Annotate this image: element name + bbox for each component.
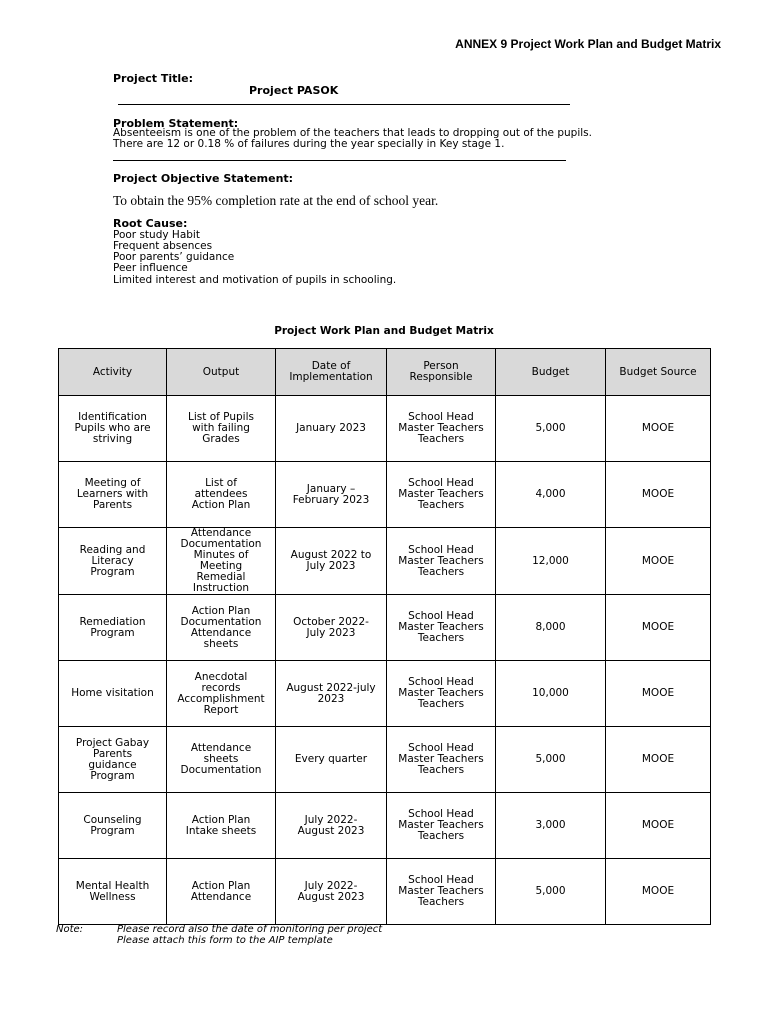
note-label: Note: — [56, 924, 84, 935]
budget-cell: 5,000 — [496, 859, 606, 925]
column-header-activity: Activity — [59, 349, 167, 396]
date-cell: August 2022 to July 2023 — [276, 528, 387, 595]
output-cell: List of attendees Action Plan — [167, 462, 276, 528]
objective-statement: To obtain the 95% completion rate at the end of school year. — [113, 193, 439, 208]
activity-cell: Identification Pupils who are striving — [59, 396, 167, 462]
date-cell: January 2023 — [276, 396, 387, 462]
output-cell: Action Plan Intake sheets — [167, 793, 276, 859]
output-cell: List of Pupils with failing Grades — [167, 396, 276, 462]
column-header-date: Date of Implementation — [276, 349, 387, 396]
person-cell: School Head Master Teachers Teachers — [387, 727, 496, 793]
budget-cell: 12,000 — [496, 528, 606, 595]
column-header-budget-source: Budget Source — [606, 349, 711, 396]
budget-cell: 5,000 — [496, 727, 606, 793]
budget-source-cell: MOOE — [606, 396, 711, 462]
activity-cell: Reading and Literacy Program — [59, 528, 167, 595]
activity-cell: Remediation Program — [59, 595, 167, 661]
date-cell: July 2022- August 2023 — [276, 793, 387, 859]
budget-source-cell: MOOE — [606, 528, 711, 595]
output-cell: Attendance Documentation Minutes of Meeting Remedial Instruction — [167, 528, 276, 595]
divider-line — [113, 160, 566, 161]
output-cell: Action Plan Documentation Attendance sheets — [167, 595, 276, 661]
project-title-label: Project Title: — [113, 72, 194, 85]
budget-cell: 4,000 — [496, 462, 606, 528]
person-cell: School Head Master Teachers Teachers — [387, 528, 496, 595]
divider-line — [118, 104, 570, 105]
budget-cell: 3,000 — [496, 793, 606, 859]
root-cause-item: Poor parents’ guidance — [113, 251, 235, 263]
date-cell: August 2022-july 2023 — [276, 661, 387, 727]
budget-source-cell: MOOE — [606, 462, 711, 528]
table-row — [59, 528, 711, 595]
budget-cell: 5,000 — [496, 396, 606, 462]
project-title-value: Project PASOK — [249, 84, 339, 97]
budget-source-cell: MOOE — [606, 859, 711, 925]
activity-cell: Mental Health Wellness — [59, 859, 167, 925]
root-cause-item: Frequent absences — [113, 240, 213, 252]
budget-cell: 8,000 — [496, 595, 606, 661]
note-line: Please attach this form to the AIP template — [117, 935, 333, 946]
date-cell: July 2022- August 2023 — [276, 859, 387, 925]
table-row — [59, 595, 711, 661]
person-cell: School Head Master Teachers Teachers — [387, 396, 496, 462]
root-cause-label: Root Cause: — [113, 217, 188, 230]
output-cell: Anecdotal records Accomplishment Report — [167, 661, 276, 727]
table-row — [59, 396, 711, 462]
date-cell: January – February 2023 — [276, 462, 387, 528]
column-header-budget: Budget — [496, 349, 606, 396]
table-row — [59, 462, 711, 528]
budget-source-cell: MOOE — [606, 595, 711, 661]
budget-cell: 10,000 — [496, 661, 606, 727]
table-row — [59, 661, 711, 727]
activity-cell: Counseling Program — [59, 793, 167, 859]
work-plan-table — [58, 348, 711, 925]
problem-statement-line: There are 12 or 0.18 % of failures during the year specially in Key stage 1. — [113, 138, 505, 150]
root-cause-item: Peer influence — [113, 262, 188, 274]
budget-source-cell: MOOE — [606, 793, 711, 859]
person-cell: School Head Master Teachers Teachers — [387, 462, 496, 528]
annex-header: ANNEX 9 Project Work Plan and Budget Matrix — [455, 37, 721, 51]
problem-statement-line: Absenteeism is one of the problem of the teachers that leads to dropping out of the pupils. — [113, 127, 592, 139]
activity-cell: Meeting of Learners with Parents — [59, 462, 167, 528]
column-header-output: Output — [167, 349, 276, 396]
note-line: Please record also the date of monitoring per project — [117, 924, 383, 935]
table-title: Project Work Plan and Budget Matrix — [274, 325, 494, 337]
column-header-person: Person Responsible — [387, 349, 496, 396]
problem-statement-label: Problem Statement: — [113, 117, 239, 130]
date-cell: Every quarter — [276, 727, 387, 793]
output-cell: Attendance sheets Documentation — [167, 727, 276, 793]
date-cell: October 2022- July 2023 — [276, 595, 387, 661]
activity-cell: Project Gabay Parents guidance Program — [59, 727, 167, 793]
table-row — [59, 859, 711, 925]
budget-source-cell: MOOE — [606, 661, 711, 727]
output-cell: Action Plan Attendance — [167, 859, 276, 925]
budget-source-cell: MOOE — [606, 727, 711, 793]
root-cause-item: Limited interest and motivation of pupils in schooling. — [113, 274, 397, 286]
person-cell: School Head Master Teachers Teachers — [387, 661, 496, 727]
table-row — [59, 727, 711, 793]
person-cell: School Head Master Teachers Teachers — [387, 859, 496, 925]
table-row — [59, 793, 711, 859]
objective-label: Project Objective Statement: — [113, 172, 294, 185]
person-cell: School Head Master Teachers Teachers — [387, 793, 496, 859]
person-cell: School Head Master Teachers Teachers — [387, 595, 496, 661]
root-cause-item: Poor study Habit — [113, 229, 200, 241]
activity-cell: Home visitation — [59, 661, 167, 727]
table-header-row — [59, 349, 711, 396]
